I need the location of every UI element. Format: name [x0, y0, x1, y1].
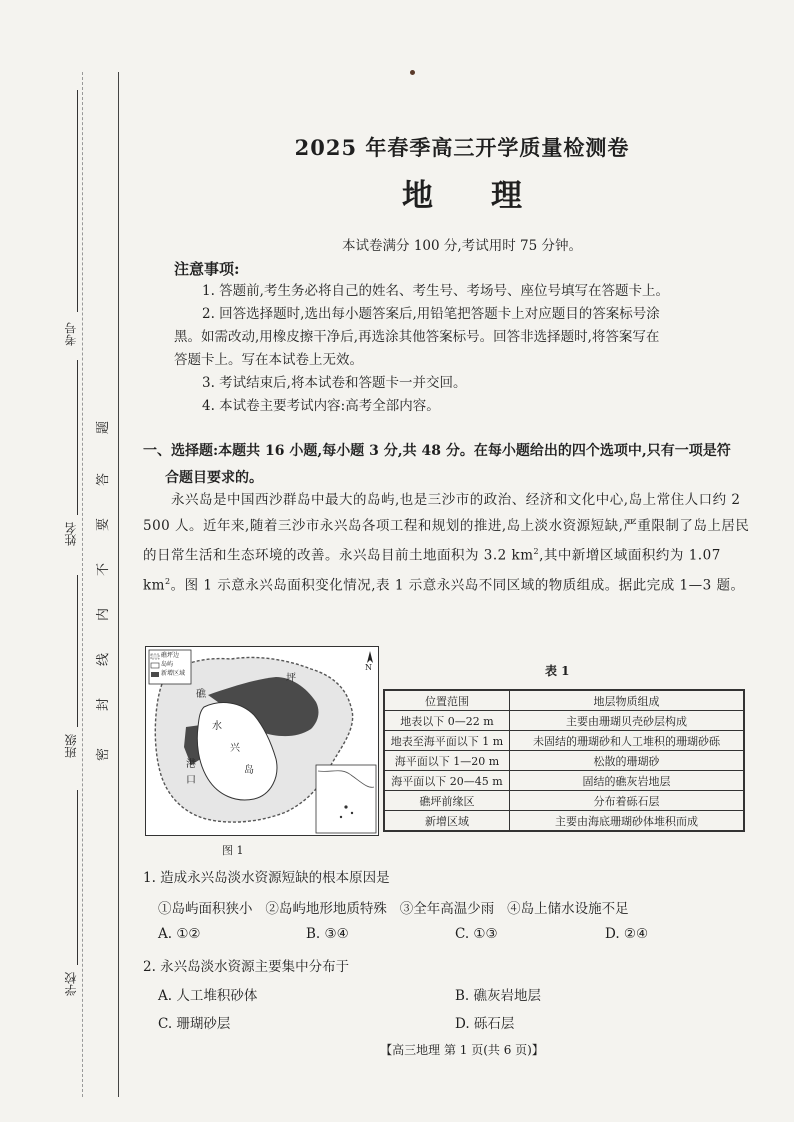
table-cell: 松散的珊瑚砂 [510, 751, 745, 771]
table-row [384, 771, 744, 791]
seal-char: 答 [96, 472, 112, 487]
section-heading-line2: 合题目要求的。 [165, 470, 263, 486]
table-cell: 礁坪前缘区 [384, 791, 510, 811]
table-cell: 主要由珊瑚贝壳砂层构成 [510, 711, 745, 731]
north-label: N [365, 663, 372, 672]
table-header-cell: 地层物质组成 [510, 690, 745, 711]
notice-title: 注意事项: [174, 260, 240, 278]
question-1-stem: 1. 造成永兴岛淡水资源短缺的根本原因是 [143, 870, 390, 886]
table-row [384, 711, 744, 731]
map-label-port: 港 [186, 759, 196, 770]
notice-item: 4. 本试卷主要考试内容:高考全部内容。 [202, 398, 440, 414]
table-cell: 地表以下 0—22 m [384, 711, 510, 731]
question-2-stem: 2. 永兴岛淡水资源主要集中分布于 [143, 959, 350, 975]
table-cell: 海平面以下 1—20 m [384, 751, 510, 771]
seal-char: 要 [96, 517, 112, 532]
question-2-option-c: C. 珊瑚砂层 [158, 1016, 231, 1032]
question-1-option-b: B. ③④ [306, 926, 349, 942]
map-label-island: 岛 [244, 765, 254, 776]
table-cell: 分布着砾石层 [510, 791, 745, 811]
exam-no-line [77, 90, 78, 312]
table-header-cell: 位置范围 [384, 690, 510, 711]
exam-no-label: 考号 [64, 322, 78, 346]
table-cell: 新增区域 [384, 811, 510, 832]
school-label: 学校 [64, 972, 78, 996]
table-cell: 海平面以下 20—45 m [384, 771, 510, 791]
question-1-option-c: C. ①③ [455, 926, 498, 942]
question-1-option-a: A. ①② [158, 926, 201, 942]
notice-item: 黑。如需改动,用橡皮擦干净后,再选涂其他答案标号。回答非选择题时,将答案写在 [174, 329, 660, 345]
table-cell: 主要由海底珊瑚砂体堆积而成 [510, 811, 745, 832]
seal-char: 密 [96, 747, 112, 762]
class-line [77, 575, 78, 727]
binding-line [118, 72, 119, 1097]
table-row [384, 811, 744, 832]
figure-1-caption: 图 1 [222, 844, 244, 857]
passage: 永兴岛是中国西沙群岛中最大的岛屿,也是三沙市的政治、经济和文化中心,岛上常住人口约 2 500 人。近年来,随着三沙市永兴岛各项工程和规划的推进,岛上淡水资源短缺,严重限制了岛上居民的日常生活和生态环境的改善。永兴岛目前土地面积为 3.2 $km^2$,其中新增区域面积约为 1.07 $km^2$。图 1 示意永兴岛面积变化情况,表 1 示意永兴岛不同区域的物质组成。据此完成 1—3 题。 [143, 492, 750, 593]
notice-item: 答题卡上。写在本试卷上无效。 [174, 352, 363, 368]
map-label-port: 口 [186, 775, 196, 786]
notice-item: 2. 回答选择题时,选出每小题答案后,用铅笔把答题卡上对应题目的答案标号涂 [202, 306, 660, 322]
table-cell: 未固结的珊瑚砂和人工堆积的珊瑚砂砾 [510, 731, 745, 751]
seal-char: 题 [96, 420, 112, 435]
question-2-option-d: D. 砾石层 [455, 1016, 515, 1032]
legend-item: 岛屿 [161, 661, 174, 668]
table-cell: 固结的礁灰岩地层 [510, 771, 745, 791]
subject-title: 地理 [402, 178, 580, 214]
seal-char: 线 [96, 652, 112, 667]
page-footer: 【高三地理 第 1 页(共 6 页)】 [380, 1043, 544, 1057]
table-1-caption: 表 1 [545, 664, 570, 678]
seal-dashed-line [82, 72, 83, 1097]
table-1 [383, 689, 745, 832]
map-label-reef: 坪 [286, 673, 296, 684]
table-header-row [384, 690, 744, 711]
table-row [384, 791, 744, 811]
section-heading [143, 438, 763, 492]
school-line [77, 790, 78, 965]
name-label: 姓名 [64, 522, 78, 546]
question-2-option-b: B. 礁灰岩地层 [455, 988, 542, 1004]
map-label-island: 兴 [230, 743, 240, 754]
notice-item: 1. 答题前,考生务必将自己的姓名、考生号、考场号、座位号填写在答题卡上。 [202, 283, 669, 299]
notice-item: 3. 考试结束后,将本试卷和答题卡一并交回。 [202, 375, 467, 391]
seal-char: 封 [96, 697, 112, 712]
table-cell: 地表至海平面以下 1 m [384, 731, 510, 751]
ink-dot [410, 70, 415, 75]
legend-item: 新增区域 [161, 670, 186, 677]
table-row [384, 731, 744, 751]
legend-item: 礁坪边 [161, 652, 180, 659]
class-label: 班级 [64, 734, 78, 758]
map-label-reef-b: 礁 [196, 689, 206, 700]
question-1-items: ①岛屿面积狭小 ②岛屿地形地质特殊 ③全年高温少雨 ④岛上储水设施不足 [158, 901, 629, 917]
seal-char: 内 [96, 607, 112, 622]
name-line [77, 360, 78, 515]
map-label-island: 水 [212, 721, 222, 732]
exam-title: 2025 年春季高三开学质量检测卷 [294, 135, 630, 160]
figure-1-map [145, 646, 379, 836]
table-row [384, 751, 744, 771]
seal-char: 不 [96, 562, 112, 577]
question-2-option-a: A. 人工堆积砂体 [158, 988, 258, 1004]
section-heading-line1: 一、选择题:本题共 16 小题,每小题 3 分,共 48 分。在每小题给出的四个选项中,只有一项是符 [143, 443, 731, 459]
question-1-option-d: D. ②④ [605, 926, 649, 942]
exam-info: 本试卷满分 100 分,考试用时 75 分钟。 [342, 238, 582, 254]
